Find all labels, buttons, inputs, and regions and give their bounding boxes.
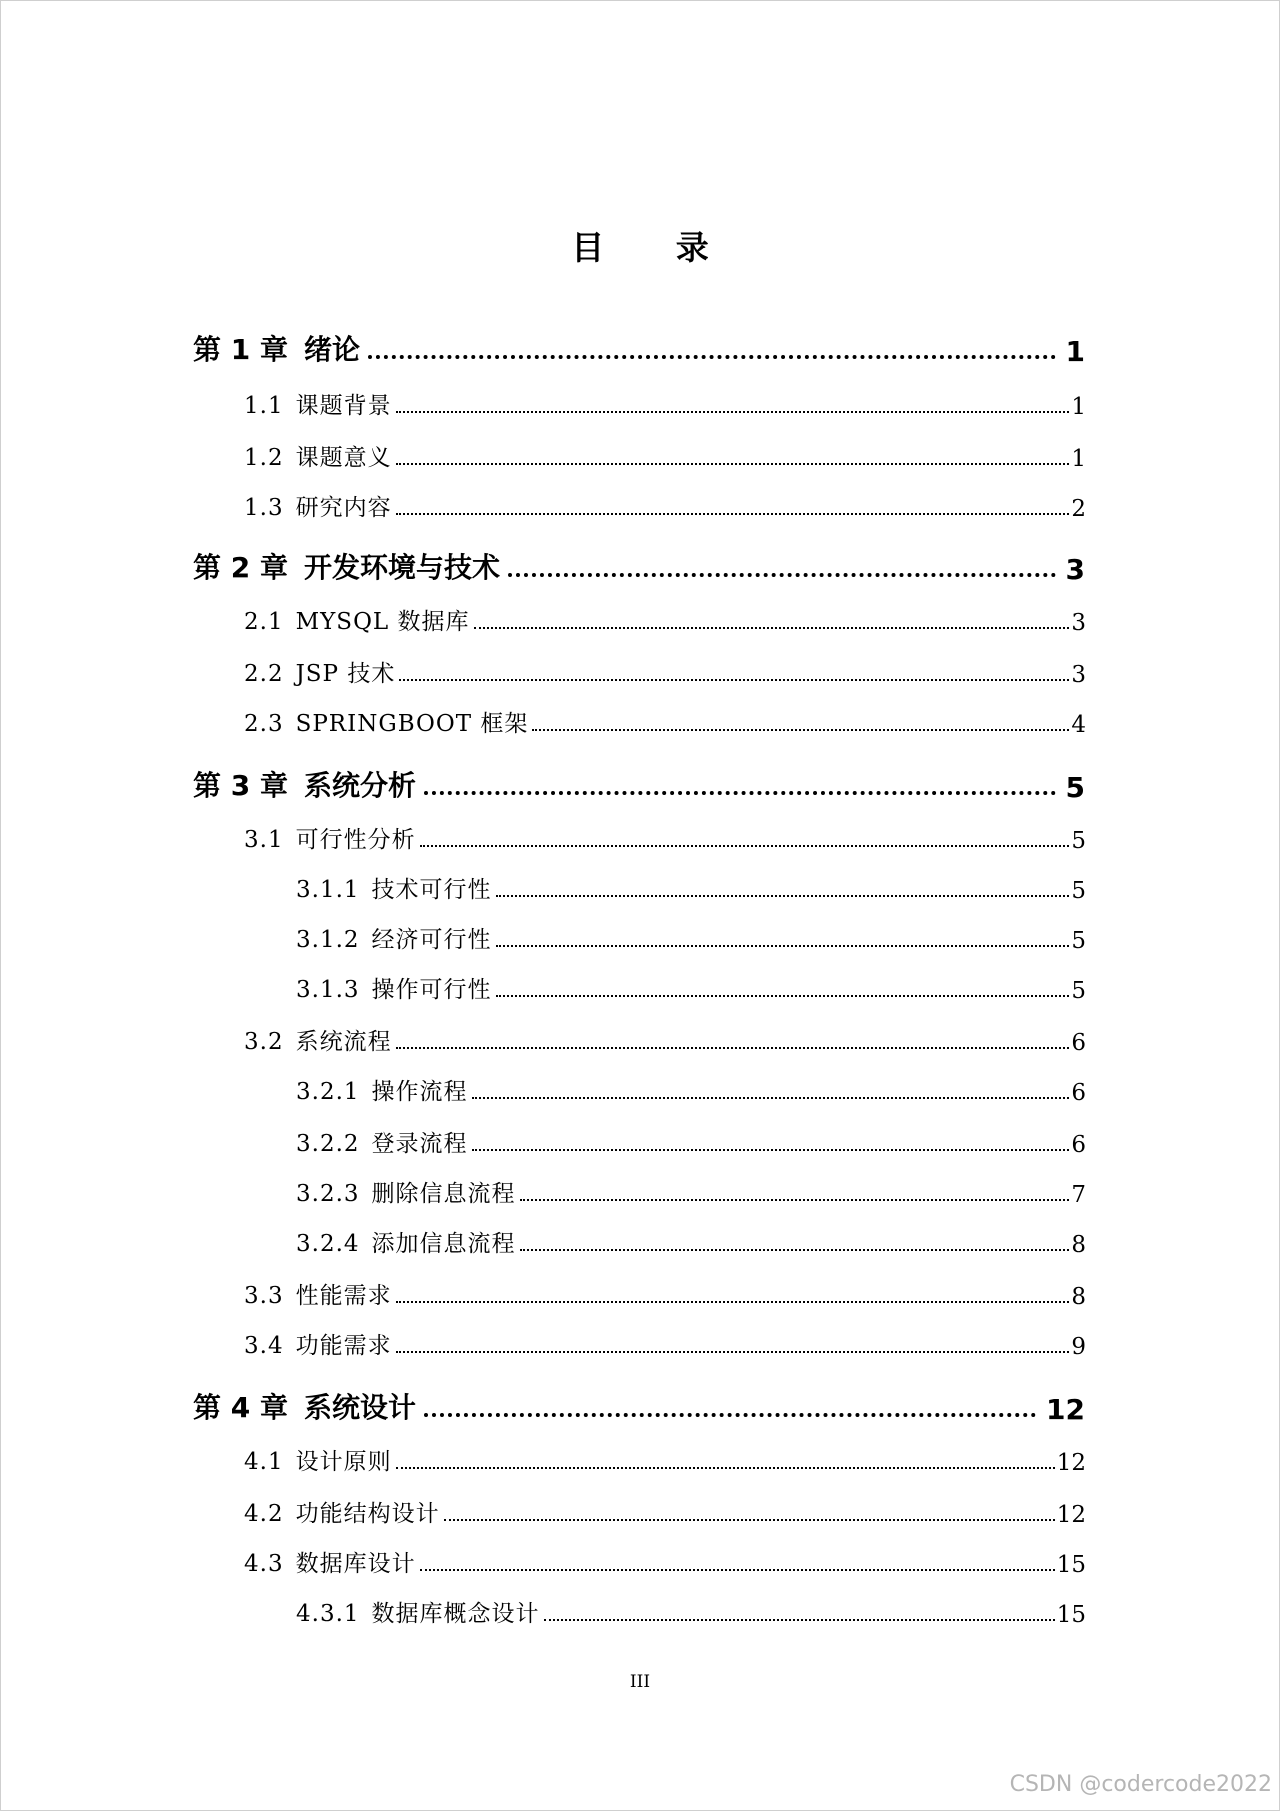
toc-entry-label — [193, 1386, 416, 1426]
toc-entry-text: 添加信息流程 — [371, 1231, 516, 1257]
toc-dot-leader — [532, 729, 1069, 731]
toc-entry-label — [244, 489, 392, 522]
toc-entry-section[interactable] — [244, 1546, 1086, 1578]
toc-entry-page-number: 15 — [1056, 1602, 1086, 1628]
toc-entry-page-number: 1 — [1065, 335, 1085, 368]
toc-entry-text: 技术可行性 — [371, 877, 492, 903]
toc-entry-label — [193, 328, 360, 368]
toc-entry-label — [244, 1327, 392, 1360]
toc-dot-leader — [544, 1619, 1055, 1621]
toc-entry-number: 3.1.3 — [296, 977, 360, 1003]
page-title: 目 录 — [571, 228, 739, 267]
toc-entry-text: MYSQL 数据库 — [295, 609, 470, 635]
toc-entry-number: 4.1 — [244, 1449, 284, 1475]
toc-entry-page-number: 2 — [1071, 496, 1086, 522]
toc-entry-text: 可行性分析 — [295, 827, 416, 853]
toc-entry-sub[interactable] — [296, 1074, 1086, 1106]
toc-entry-page-number: 12 — [1056, 1450, 1086, 1476]
toc-entry-number: 4.2 — [244, 1501, 284, 1527]
toc-entry-section[interactable] — [244, 1328, 1086, 1360]
toc-entry-chapter[interactable] — [193, 546, 1085, 586]
toc-entry-label — [244, 1277, 392, 1310]
toc-entry-number: 3.4 — [244, 1333, 284, 1359]
toc-entry-section[interactable] — [244, 604, 1086, 636]
toc-dot-leader — [396, 1047, 1070, 1049]
toc-entry-sub[interactable] — [296, 922, 1086, 954]
toc-entry-number: 第 1 章 — [193, 333, 288, 366]
toc-entry-text: 开发环境与技术 — [303, 551, 500, 584]
toc-dot-leader — [424, 1413, 1036, 1417]
toc-entry-number: 3.2 — [244, 1029, 284, 1055]
toc-dot-leader — [472, 1097, 1070, 1099]
toc-dot-leader — [396, 1301, 1070, 1303]
toc-entry-number: 3.1.1 — [296, 877, 360, 903]
toc-entry-number: 第 4 章 — [193, 1391, 288, 1424]
toc-dot-leader — [399, 679, 1069, 681]
toc-entry-label — [296, 1595, 540, 1628]
toc-entry-page-number: 15 — [1056, 1552, 1086, 1578]
toc-entry-page-number: 6 — [1071, 1080, 1086, 1106]
toc-entry-chapter[interactable] — [193, 328, 1085, 368]
toc-entry-page-number: 1 — [1071, 394, 1086, 420]
toc-dot-leader — [496, 895, 1070, 897]
toc-entry-text: 删除信息流程 — [371, 1181, 516, 1207]
toc-entry-chapter[interactable] — [193, 1386, 1085, 1426]
toc-entry-sub[interactable] — [296, 972, 1086, 1004]
toc-entry-sub[interactable] — [296, 1176, 1086, 1208]
toc-entry-number: 1.1 — [244, 393, 284, 419]
toc-entry-number: 3.2.4 — [296, 1231, 360, 1257]
toc-dot-leader — [420, 845, 1070, 847]
toc-dot-leader — [520, 1199, 1070, 1201]
toc-entry-text: 数据库设计 — [295, 1551, 416, 1577]
toc-entry-number: 4.3.1 — [296, 1601, 360, 1627]
toc-entry-page-number: 5 — [1071, 878, 1086, 904]
toc-entry-text: 数据库概念设计 — [371, 1601, 540, 1627]
toc-dot-leader — [396, 1467, 1055, 1469]
toc-dot-leader — [474, 627, 1070, 629]
toc-entry-text: 系统设计 — [303, 1391, 416, 1424]
toc-entry-number: 3.2.3 — [296, 1181, 360, 1207]
toc-entry-text: 课题背景 — [295, 393, 392, 419]
toc-entry-label — [296, 921, 492, 954]
toc-entry-text: 课题意义 — [295, 445, 392, 471]
toc-entry-number: 3.3 — [244, 1283, 284, 1309]
toc-entry-sub[interactable] — [296, 1226, 1086, 1258]
toc-dot-leader — [420, 1569, 1055, 1571]
toc-entry-text: 性能需求 — [295, 1283, 392, 1309]
toc-entry-page-number: 12 — [1056, 1502, 1086, 1528]
toc-entry-text: 经济可行性 — [371, 927, 492, 953]
toc-entry-label — [244, 705, 528, 738]
toc-entry-section[interactable] — [244, 490, 1086, 522]
toc-entry-number: 2.1 — [244, 609, 284, 635]
toc-entry-page-number: 5 — [1071, 928, 1086, 954]
toc-entry-sub[interactable] — [296, 1126, 1086, 1158]
toc-entry-section[interactable] — [244, 706, 1086, 738]
toc-entry-text: SPRINGBOOT 框架 — [295, 711, 529, 737]
toc-entry-section[interactable] — [244, 440, 1086, 472]
toc-entry-page-number: 8 — [1071, 1232, 1086, 1258]
toc-entry-number: 1.2 — [244, 445, 284, 471]
toc-entry-section[interactable] — [244, 1496, 1086, 1528]
toc-entry-chapter[interactable] — [193, 764, 1085, 804]
toc-entry-label — [244, 1023, 392, 1056]
toc-entry-page-number: 5 — [1071, 828, 1086, 854]
toc-entry-text: 研究内容 — [295, 495, 392, 521]
toc-entry-page-number: 6 — [1071, 1132, 1086, 1158]
toc-entry-number: 2.3 — [244, 711, 284, 737]
toc-entry-text: 绪论 — [303, 333, 360, 366]
toc-entry-label — [296, 1175, 516, 1208]
toc-entry-page-number: 1 — [1071, 446, 1086, 472]
toc-entry-label — [244, 655, 395, 688]
toc-entry-section[interactable] — [244, 822, 1086, 854]
toc-entry-label — [244, 1545, 416, 1578]
toc-entry-text: 系统分析 — [303, 769, 416, 802]
toc-entry-page-number: 5 — [1065, 771, 1085, 804]
toc-entry-number: 2.2 — [244, 661, 284, 687]
toc-entry-page-number: 3 — [1065, 553, 1085, 586]
toc-dot-leader — [520, 1249, 1070, 1251]
toc-entry-sub[interactable] — [296, 1596, 1086, 1628]
toc-entry-number: 3.2.1 — [296, 1079, 360, 1105]
toc-dot-leader — [496, 945, 1070, 947]
toc-entry-text: 登录流程 — [371, 1131, 468, 1157]
footer-page-number: III — [629, 1672, 651, 1692]
toc-entry-label — [244, 1443, 392, 1476]
toc-entry-page-number: 3 — [1071, 610, 1086, 636]
toc-entry-number: 3.1 — [244, 827, 284, 853]
toc-entry-label — [296, 1073, 468, 1106]
toc-dot-leader — [444, 1519, 1055, 1521]
toc-entry-page-number: 9 — [1071, 1334, 1086, 1360]
toc-entry-page-number: 8 — [1071, 1284, 1086, 1310]
toc-dot-leader — [396, 513, 1070, 515]
toc-entry-number: 第 2 章 — [193, 551, 288, 584]
toc-entry-page-number: 7 — [1071, 1182, 1086, 1208]
toc-entry-label — [193, 546, 500, 586]
toc-dot-leader — [472, 1149, 1070, 1151]
toc-entry-label — [244, 387, 392, 420]
toc-entry-section[interactable] — [244, 388, 1086, 420]
toc-entry-text: 操作流程 — [371, 1079, 468, 1105]
toc-entry-page-number: 12 — [1046, 1393, 1085, 1426]
toc-entry-section[interactable] — [244, 656, 1086, 688]
toc-entry-label — [296, 1125, 468, 1158]
toc-dot-leader — [396, 411, 1070, 413]
toc-entry-number: 第 3 章 — [193, 769, 288, 802]
toc-dot-leader — [508, 573, 1056, 577]
toc-entry-label — [296, 971, 492, 1004]
toc-entry-label — [244, 439, 392, 472]
toc-entry-sub[interactable] — [296, 872, 1086, 904]
toc-dot-leader — [396, 463, 1070, 465]
toc-entry-text: 功能需求 — [295, 1333, 392, 1359]
toc-entry-text: 功能结构设计 — [295, 1501, 440, 1527]
toc-entry-page-number: 6 — [1071, 1030, 1086, 1056]
toc-dot-leader — [496, 995, 1070, 997]
toc-entry-text: 操作可行性 — [371, 977, 492, 1003]
toc-entry-page-number: 3 — [1071, 662, 1086, 688]
toc-dot-leader — [396, 1351, 1070, 1353]
toc-entry-section[interactable] — [244, 1024, 1086, 1056]
toc-entry-label — [193, 764, 416, 804]
toc-entry-section[interactable] — [244, 1444, 1086, 1476]
toc-entry-text: 设计原则 — [295, 1449, 392, 1475]
toc-entry-label — [244, 603, 470, 636]
toc-entry-number: 1.3 — [244, 495, 284, 521]
toc-entry-text: 系统流程 — [295, 1029, 392, 1055]
toc-dot-leader — [424, 791, 1056, 795]
toc-dot-leader — [368, 355, 1056, 359]
toc-entry-label — [296, 871, 492, 904]
toc-entry-number: 3.2.2 — [296, 1131, 360, 1157]
watermark: CSDN @codercode2022 — [1009, 1772, 1272, 1797]
toc-entry-text: JSP 技术 — [295, 661, 396, 687]
toc-entry-label — [296, 1225, 516, 1258]
toc-entry-page-number: 5 — [1071, 978, 1086, 1004]
toc-entry-label — [244, 821, 416, 854]
toc-entry-section[interactable] — [244, 1278, 1086, 1310]
toc-entry-page-number: 4 — [1071, 712, 1086, 738]
toc-entry-label — [244, 1495, 440, 1528]
toc-entry-number: 3.1.2 — [296, 927, 360, 953]
toc-entry-number: 4.3 — [244, 1551, 284, 1577]
